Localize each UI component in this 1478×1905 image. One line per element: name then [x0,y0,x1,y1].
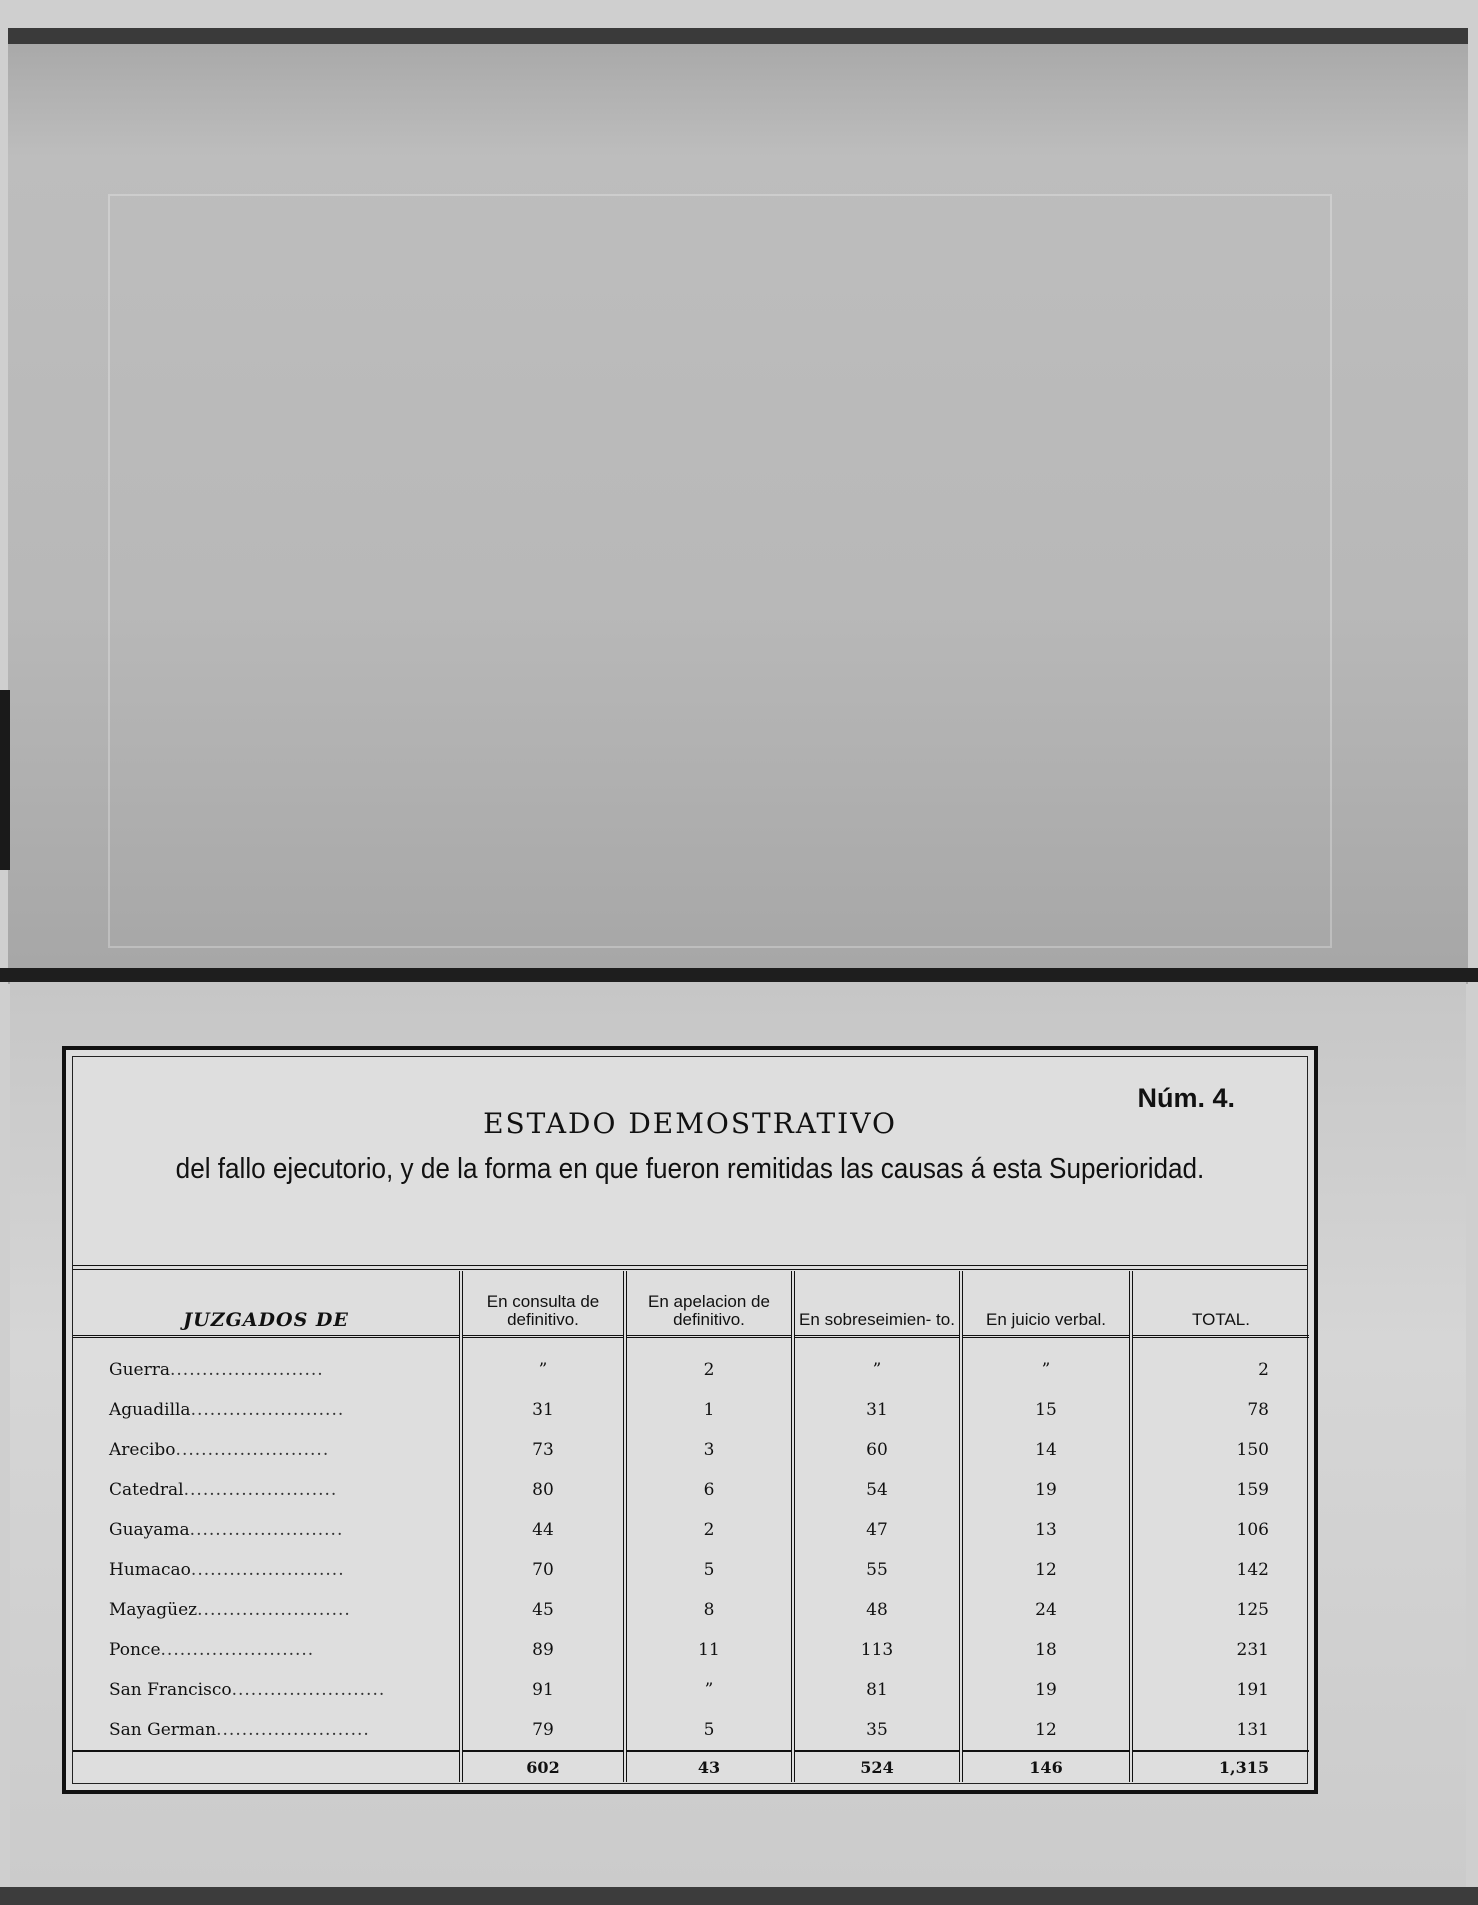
cell-sobreseimiento: 31 [793,1390,961,1430]
cell-consulta: 80 [461,1470,625,1510]
cell-apelacion: ” [625,1670,793,1710]
column-header-juicio-verbal: En juicio verbal. [961,1271,1131,1337]
cell-apelacion: 5 [625,1710,793,1751]
cell-consulta: ” [461,1337,625,1391]
cell-total: 142 [1131,1550,1309,1590]
cell-juicio-verbal: ” [961,1337,1131,1391]
cell-consulta: 89 [461,1630,625,1670]
faded-table-frame [108,194,1332,948]
table-row [73,1550,1309,1590]
header-rule [73,1265,1307,1270]
cell-apelacion: 11 [625,1630,793,1670]
cell-apelacion: 6 [625,1470,793,1510]
cell-sobreseimiento: 48 [793,1590,961,1630]
cell-juicio-verbal: 15 [961,1390,1131,1430]
cell-sobreseimiento: 55 [793,1550,961,1590]
table-row [73,1710,1309,1751]
juzgado-name: San Francisco........................ [109,1680,386,1700]
cell-juicio-verbal: 12 [961,1550,1131,1590]
cell-total: 159 [1131,1470,1309,1510]
cell-total: 78 [1131,1390,1309,1430]
table-row [73,1390,1309,1430]
document-subtitle: del fallo ejecutorio, y de la forma en que fueron remitidas las causas á esta Superioridad. [175,1153,1205,1185]
juzgado-name: Aguadilla........................ [109,1400,345,1420]
cell-total: 106 [1131,1510,1309,1550]
cell-apelacion: 2 [625,1337,793,1391]
cell-sobreseimiento: 35 [793,1710,961,1751]
cell-apelacion: 8 [625,1590,793,1630]
table-row [73,1590,1309,1630]
cell-consulta: 45 [461,1590,625,1630]
cell-total: 150 [1131,1430,1309,1470]
cell-total: 231 [1131,1630,1309,1670]
cell-consulta: 44 [461,1510,625,1550]
cell-apelacion: 3 [625,1430,793,1470]
cell-sobreseimiento: 54 [793,1470,961,1510]
estado-demostrativo-table [62,1046,1318,1794]
juzgado-name: Mayagüez........................ [109,1600,351,1620]
cell-sobreseimiento: ” [793,1337,961,1391]
cell-juicio-verbal: 18 [961,1630,1131,1670]
juzgado-name: Humacao........................ [109,1560,345,1580]
column-header-total: TOTAL. [1131,1271,1309,1337]
cell-juicio-verbal: 14 [961,1430,1131,1470]
cell-apelacion: 5 [625,1550,793,1590]
cell-juicio-verbal: 12 [961,1710,1131,1751]
cell-consulta: 91 [461,1670,625,1710]
cell-sobreseimiento: 60 [793,1430,961,1470]
totals-row [73,1751,1309,1782]
cell-juicio-verbal: 13 [961,1510,1131,1550]
column-header-consulta: En consulta de definitivo. [461,1271,625,1337]
juzgado-name: Catedral........................ [109,1480,338,1500]
table-row [73,1510,1309,1550]
juzgado-name: Ponce........................ [109,1640,315,1660]
cell-total: 191 [1131,1670,1309,1710]
cell-total: 125 [1131,1590,1309,1630]
total-consulta: 602 [461,1751,625,1782]
cell-consulta: 79 [461,1710,625,1751]
cell-sobreseimiento: 47 [793,1510,961,1550]
document-number: Núm. 4. [1137,1083,1235,1113]
table-row [73,1630,1309,1670]
cell-total: 2 [1131,1337,1309,1391]
cell-apelacion: 2 [625,1510,793,1550]
total-juicio-verbal: 146 [961,1751,1131,1782]
table-row [73,1470,1309,1510]
cell-consulta: 31 [461,1390,625,1430]
total-apelacion: 43 [625,1751,793,1782]
table-row [73,1670,1309,1710]
juzgado-name: San German........................ [109,1720,370,1740]
cell-sobreseimiento: 81 [793,1670,961,1710]
bottom-edge-shadow [0,1887,1478,1905]
juzgado-name: Guayama........................ [109,1520,344,1540]
column-header-juzgados: JUZGADOS DE [73,1271,461,1337]
juzgado-name: Guerra........................ [109,1360,324,1380]
page-divider [0,968,1478,982]
column-header-apelacion: En apelacion de definitivo. [625,1271,793,1337]
table-inner-border [72,1056,1308,1784]
column-header-sobreseimiento: En sobreseimien- to. [793,1271,961,1337]
faded-upper-page [8,28,1468,984]
cell-consulta: 73 [461,1430,625,1470]
table-row [73,1430,1309,1470]
header-row [73,1271,1309,1337]
cell-juicio-verbal: 19 [961,1470,1131,1510]
cell-juicio-verbal: 24 [961,1590,1131,1630]
page-edge-shadow [0,690,10,870]
cell-sobreseimiento: 113 [793,1630,961,1670]
cell-total: 131 [1131,1710,1309,1751]
cell-consulta: 70 [461,1550,625,1590]
cell-apelacion: 1 [625,1390,793,1430]
table-row [73,1337,1309,1391]
document-title: ESTADO DEMOSTRATIVO [483,1107,897,1140]
total-grand: 1,315 [1131,1751,1309,1782]
juzgado-name: Arecibo........................ [109,1440,330,1460]
data-table [73,1271,1309,1782]
totals-label-empty [73,1751,461,1782]
cell-juicio-verbal: 19 [961,1670,1131,1710]
total-sobreseimiento: 524 [793,1751,961,1782]
